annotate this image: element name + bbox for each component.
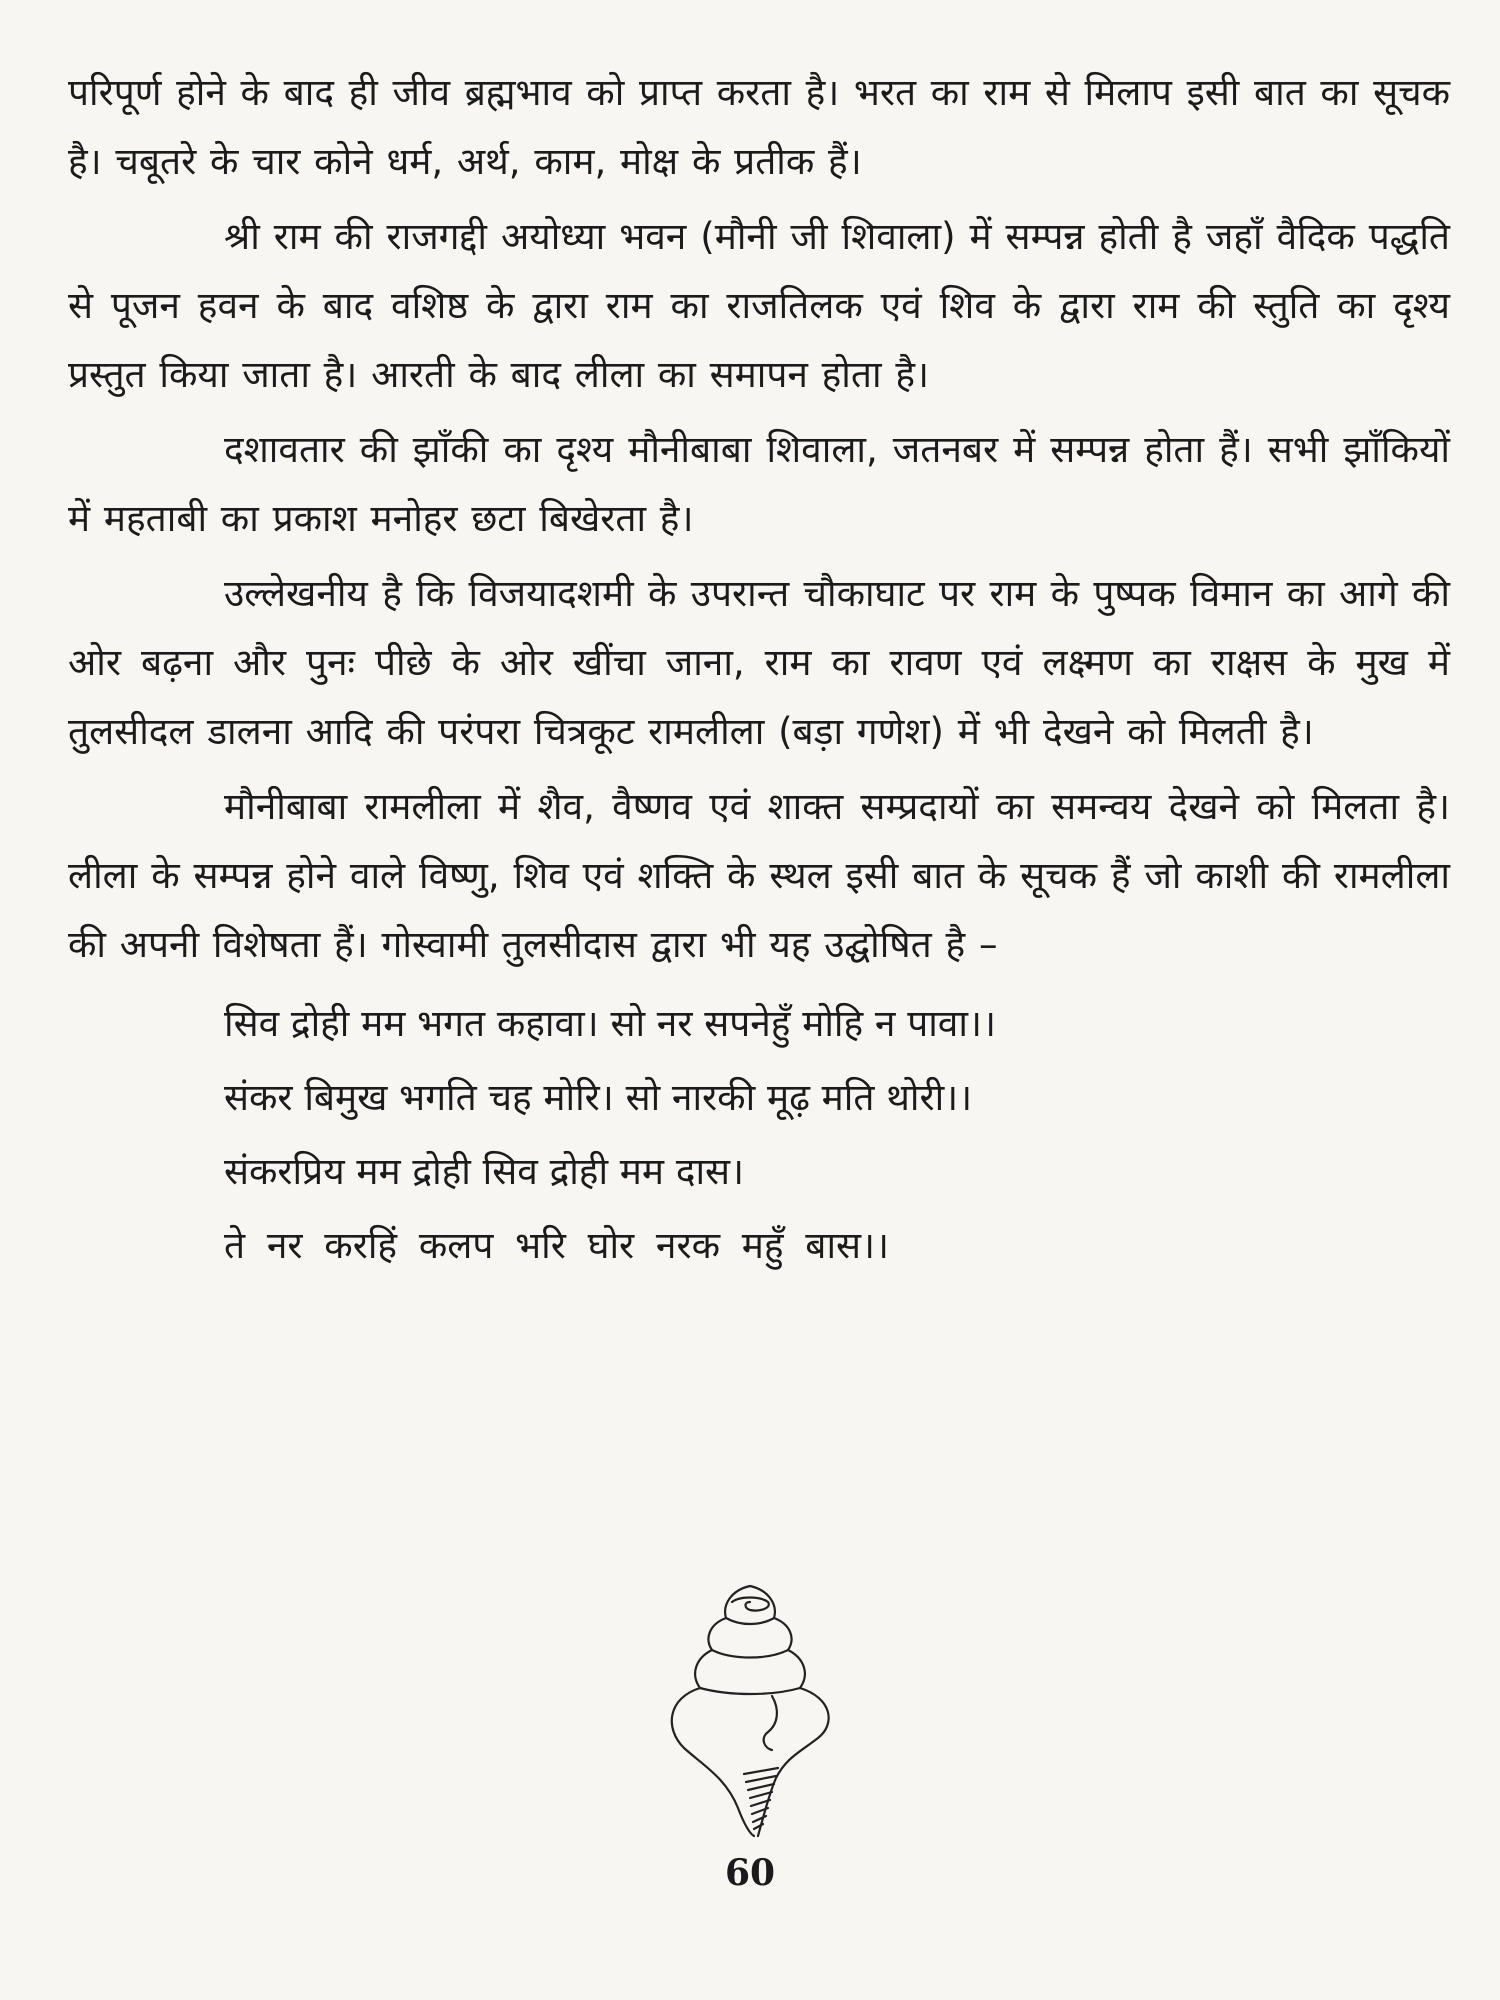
page-content (68, 58, 1450, 1283)
verse-line-3: संकरप्रिय मम द्रोही सिव द्रोही मम दास। (224, 1150, 745, 1193)
verse-line-1: सिव द्रोही मम भगत कहावा। सो नर सपनेहुँ मोहि न पावा।। (224, 1002, 996, 1045)
paragraph-3: दशावतार की झाँकी का दृश्य मौनीबाबा शिवाला, जतनबर में सम्पन्न होता हैं। सभी झाँकियों में महताबी का प्रकाश मनोहर छटा बिखेरता है। (68, 428, 1450, 540)
paragraph-4: उल्लेखनीय है कि विजयादशमी के उपरान्त चौकाघाट पर राम के पुष्पक विमान का आगे की ओर बढ़ना और पुनः पीछे के ओर खींचा जाना, राम का रावण एवं लक्ष्मण का राक्षस के मुख में तुलसीदल डालना आदि की परंपरा चित्रकूट रामलीला (बड़ा गणेश) में भी देखने को मिलती है। (68, 572, 1450, 753)
verse-line-4: ते नर करहिं कलप भरि घोर नरक महुँ बास।। (224, 1224, 890, 1267)
paragraph-5: मौनीबाबा रामलीला में शैव, वैष्णव एवं शाक्त सम्प्रदायों का समन्वय देखने को मिलता है। लीला के सम्पन्न होने वाले विष्णु, शिव एवं शक्ति के स्थल इसी बात के सूचक हैं जो काशी की रामलीला की अपनी विशेषता हैं। गोस्वामी तुलसीदास द्वारा भी यह उद्घोषित है – (68, 785, 1450, 966)
paragraph-1: परिपूर्ण होने के बाद ही जीव ब्रह्मभाव को प्राप्त करता है। भरत का राम से मिलाप इसी बात का सूचक है। चबूतरे के चार कोने धर्म, अर्थ, काम, मोक्ष के प्रतीक हैं। (68, 71, 1450, 183)
page-number: 60 (724, 1852, 776, 1894)
paragraph-2: श्री राम की राजगद्दी अयोध्या भवन (मौनी जी शिवाला) में सम्पन्न होती है जहाँ वैदिक पद्धति से पूजन हवन के बाद वशिष्ठ के द्वारा राम का राजतिलक एवं शिव के द्वारा राम की स्तुति का दृश्य प्रस्तुत किया जाता है। आरती के बाद लीला का समापन होता है। (68, 215, 1450, 396)
verse-line-2: संकर बिमुख भगति चह मोरि। सो नारकी मूढ़ मति थोरी।। (224, 1076, 973, 1119)
verse-block (68, 987, 1450, 1283)
conch-shell-icon (660, 1578, 840, 1838)
